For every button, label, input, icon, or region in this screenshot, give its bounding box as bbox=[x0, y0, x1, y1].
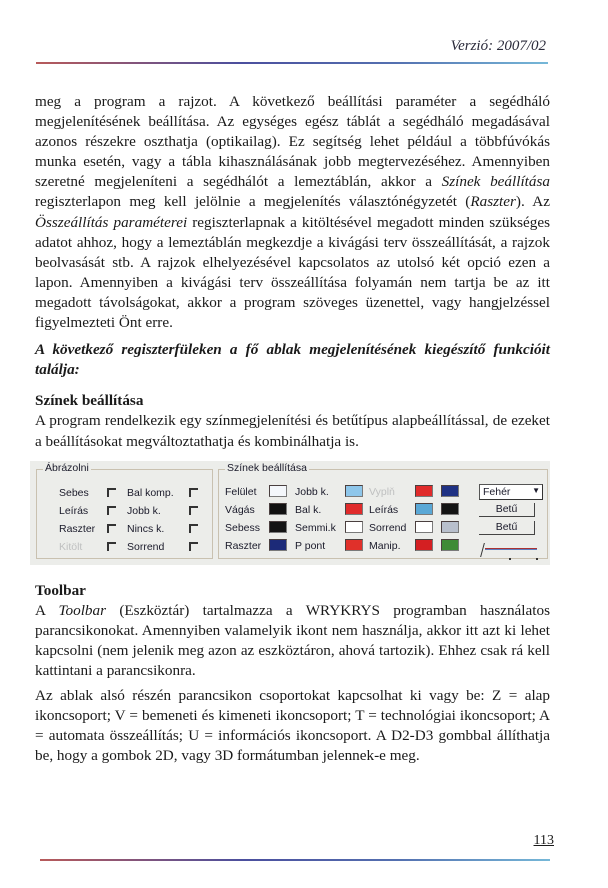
color-label: Vágás bbox=[225, 503, 255, 516]
color-swatch-p-pont[interactable] bbox=[345, 539, 363, 551]
group-szinek bbox=[218, 461, 548, 559]
slider-tick bbox=[536, 558, 538, 560]
section-text-toolbar-1 bbox=[35, 601, 550, 681]
color-swatch-sebess[interactable] bbox=[269, 521, 287, 533]
text: A bbox=[35, 601, 59, 619]
page-number: 113 bbox=[533, 833, 554, 848]
checkbox-raszter[interactable] bbox=[107, 524, 116, 533]
checkbox-label: Kitölt bbox=[59, 540, 83, 553]
text: ). Az bbox=[515, 193, 550, 211]
color-label: Leírás bbox=[369, 503, 399, 516]
checkbox-label: Raszter bbox=[59, 522, 96, 535]
checkbox-label: Sebes bbox=[59, 486, 89, 499]
color-swatch-felulet[interactable] bbox=[269, 485, 287, 497]
color-swatch-manip-2[interactable] bbox=[441, 539, 459, 551]
group-abrazolni bbox=[36, 461, 213, 559]
emphasis: Toolbar bbox=[58, 601, 107, 619]
checkbox-label: Sorrend bbox=[127, 540, 165, 553]
slider-tick bbox=[509, 558, 511, 560]
slider-track[interactable] bbox=[485, 548, 537, 550]
checkbox-label: Bal komp. bbox=[127, 486, 174, 499]
color-swatch-vagas[interactable] bbox=[269, 503, 287, 515]
color-swatch-vypln-2[interactable] bbox=[441, 485, 459, 497]
color-swatch-leiras[interactable] bbox=[415, 503, 433, 515]
color-label: Manip. bbox=[369, 539, 401, 552]
section-heading-colors: Színek beállítása bbox=[35, 392, 144, 410]
color-label: P pont bbox=[295, 539, 326, 552]
font-button-2[interactable]: Betű bbox=[479, 521, 535, 535]
color-swatch-vypln[interactable] bbox=[415, 485, 433, 497]
font-button-1[interactable]: Betű bbox=[479, 503, 535, 517]
color-label: Felület bbox=[225, 485, 257, 498]
color-label: Sorrend bbox=[369, 521, 407, 534]
checkbox-label: Jobb k. bbox=[127, 504, 161, 517]
paragraph-1 bbox=[35, 92, 550, 333]
color-swatch-sorrend[interactable] bbox=[415, 521, 433, 533]
slider-thumb[interactable] bbox=[480, 543, 488, 557]
chevron-down-icon[interactable]: ▼ bbox=[532, 485, 540, 495]
color-swatch-jobb-k[interactable] bbox=[345, 485, 363, 497]
emphasis: Összeállítás paraméterei bbox=[35, 213, 188, 231]
color-swatch-manip[interactable] bbox=[415, 539, 433, 551]
background-select-value: Fehér bbox=[483, 485, 511, 498]
checkbox-nincs-k[interactable] bbox=[189, 524, 198, 533]
color-swatch-semmi-k[interactable] bbox=[345, 521, 363, 533]
text: (Eszköztár) tartalmazza a WRYKRYS programban használatos parancsikonokat. Amennyiben valamelyik ikont nem használja, akkor itt azt ki lehet kapcsolni (nem jelenik meg azon az eszköztáron, ahová tartozik). Ehhez csak rá kell kattintani a parancsikonra. bbox=[35, 601, 550, 679]
header-rule bbox=[36, 62, 548, 64]
emphasis: Színek beállítása bbox=[441, 173, 550, 191]
checkbox-label: Leírás bbox=[59, 504, 89, 517]
color-swatch-bal-k[interactable] bbox=[345, 503, 363, 515]
color-swatch-sorrend-2[interactable] bbox=[441, 521, 459, 533]
text: regiszterlapon meg kell jelölnie a megjelenítés választónégyzetét ( bbox=[35, 193, 471, 211]
text: meg a program a rajzot. A következő beállítási paraméter a segédháló megjelenítésének beállítása. Az egységes egész táblát a segédháló megadásával azonos részekre oszthatja (optikailag). Ez segítség lehet például a többfúvókás munka esetén, vagy a tábla kihasználásának jobb megtervezéséhez. Amennyiben szeretné megjeleníteni a segédhálót a lemeztáblán, akkor a bbox=[35, 93, 550, 191]
checkbox-jobb-k[interactable] bbox=[189, 506, 198, 515]
color-label: Jobb k. bbox=[295, 485, 329, 498]
color-label: Vyplň bbox=[369, 485, 395, 498]
background-select[interactable] bbox=[479, 484, 543, 500]
text: regiszterlapnak a kitöltésével megadott minden szükséges adatot ahhoz, hogy a lemeztáblán megkezdje a kivágási terv összeállítását, a rajzok beolvasását stb. A rajzok elhelyezésével kapcsolatos az utolsó két opció ezen a lapon. Amennyiben a kivágási terv összeállítása folyamán nem tartja be az itt megadott távolságokat, akkor a program szöveges üzenettel, vagy hangjelzéssel figyelmezteti Önt erre. bbox=[35, 213, 550, 332]
settings-panel bbox=[30, 461, 550, 565]
color-label: Sebess bbox=[225, 521, 261, 534]
color-swatch-raszter[interactable] bbox=[269, 539, 287, 551]
group-title: Színek beállítása bbox=[227, 461, 307, 474]
checkbox-sebes[interactable] bbox=[107, 488, 116, 497]
color-label: Raszter bbox=[225, 539, 262, 552]
section-text-toolbar-2: Az ablak alsó részén parancsikon csoportokat kapcsolhat ki vagy be: Z = alap ikoncsoport; V = bemeneti és kimeneti ikoncsoport; T = technológiai ikoncsoport; A = automata összeállítás; U = információs ikoncsoport. A D2-D3 gombbal állíthatja be, hogy a gombok 2D, vagy 3D formátumban jelennek-e meg. bbox=[35, 687, 550, 765]
checkbox-label: Nincs k. bbox=[127, 522, 165, 535]
checkbox-leiras[interactable] bbox=[107, 506, 116, 515]
header-version: Verzió: 2007/02 bbox=[450, 38, 546, 54]
checkbox-bal-komp[interactable] bbox=[189, 488, 198, 497]
intro-text: A következő regiszterfüleken a fő ablak megjelenítésének kiegészítő funkcióit találja: bbox=[35, 341, 550, 379]
group-title: Ábrázolni bbox=[45, 461, 89, 474]
page-content bbox=[35, 92, 550, 766]
color-label: Semmi.k bbox=[295, 521, 336, 534]
checkbox-kitolt[interactable] bbox=[107, 542, 116, 551]
color-swatch-leiras-2[interactable] bbox=[441, 503, 459, 515]
section-heading-toolbar: Toolbar bbox=[35, 581, 86, 599]
footer-rule bbox=[40, 859, 550, 861]
checkbox-sorrend[interactable] bbox=[189, 542, 198, 551]
section-text-colors: A program rendelkezik egy színmegjelenítési és betűtípus alapbeállítással, de ezeket a beállításokat megváltoztathatja és kombinálhatja is. bbox=[35, 412, 550, 450]
color-label: Bal k. bbox=[295, 503, 322, 516]
emphasis: Raszter bbox=[470, 193, 516, 211]
